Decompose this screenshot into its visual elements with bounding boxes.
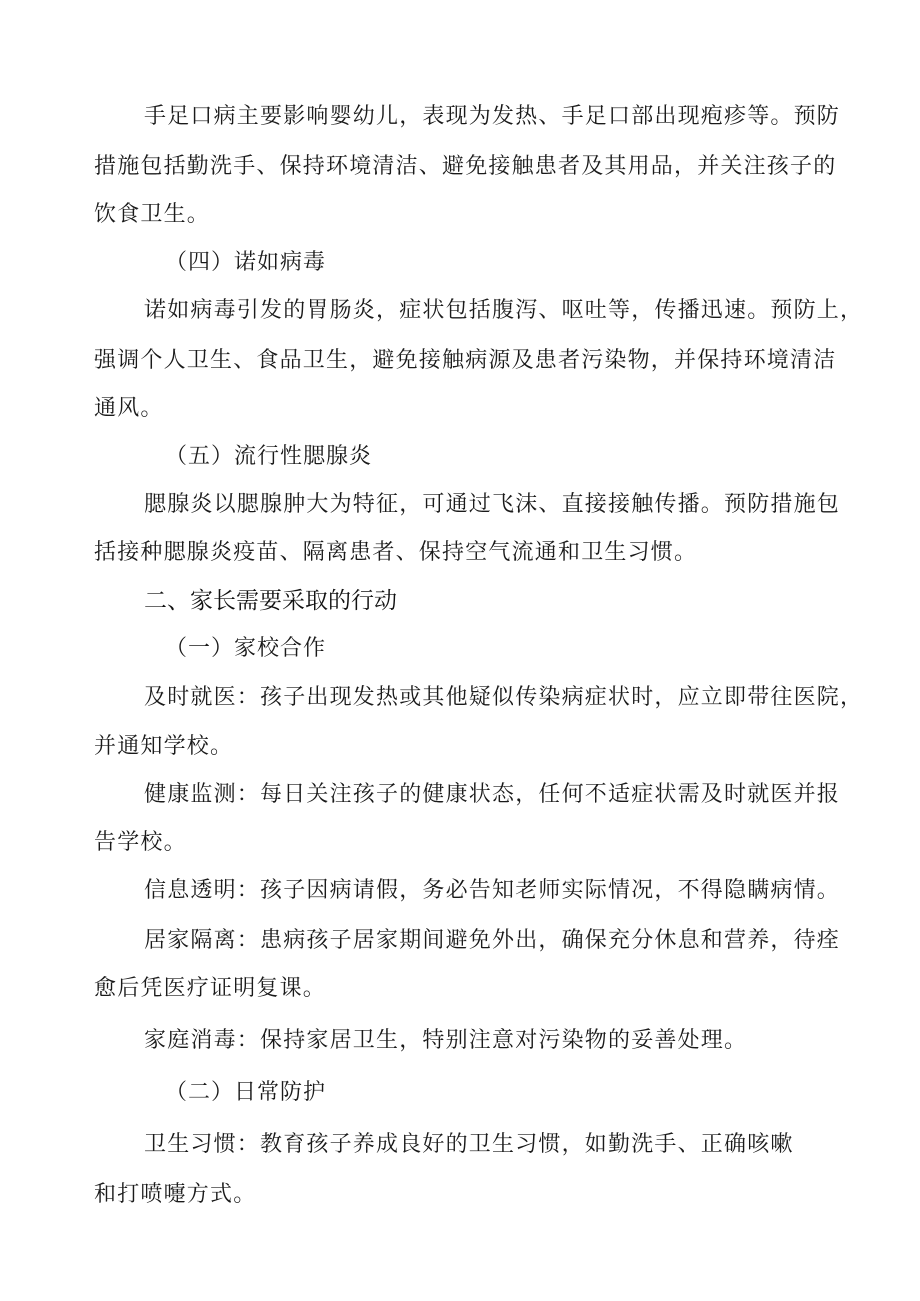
paragraph-line: 手足口病主要影响婴幼儿，表现为发热、手足口部出现疱疹等。预防 bbox=[144, 104, 841, 129]
paragraph-line: 告学校。 bbox=[94, 830, 187, 855]
paragraph-line: 并通知学校。 bbox=[94, 734, 234, 759]
paragraph-line: 信息透明：孩子因病请假，务必告知老师实际情况，不得隐瞒病情。 bbox=[144, 878, 841, 903]
paragraph-line: 和打喷嚏方式。 bbox=[94, 1182, 257, 1207]
paragraph-line: 饮食卫生。 bbox=[94, 202, 211, 227]
paragraph-line: 健康监测：每日关注孩子的健康状态，任何不适症状需及时就医并报 bbox=[144, 782, 841, 807]
paragraph-line: 强调个人卫生、食品卫生，避免接触病源及患者污染物，并保持环境清洁 bbox=[94, 348, 837, 373]
paragraph-line: 诺如病毒引发的胃肠炎，症状包括腹泻、呕吐等，传播迅速。预防上， bbox=[144, 298, 864, 323]
subheading-norovirus: （四）诺如病毒 bbox=[165, 250, 327, 275]
paragraph-line: 卫生习惯：教育孩子养成良好的卫生习惯，如勤洗手、正确咳嗽 bbox=[144, 1132, 794, 1157]
paragraph-line: 家庭消毒：保持家居卫生，特别注意对污染物的妥善处理。 bbox=[144, 1028, 748, 1053]
paragraph-line: 居家隔离：患病孩子居家期间避免外出，确保充分休息和营养，待痊 bbox=[144, 928, 841, 953]
paragraph-line: 腮腺炎以腮腺肿大为特征，可通过飞沫、直接接触传播。预防措施包 bbox=[144, 492, 841, 517]
subheading-cooperation: （一）家校合作 bbox=[165, 636, 327, 661]
subheading-mumps: （五）流行性腮腺炎 bbox=[165, 444, 373, 469]
section-heading: 二、家长需要采取的行动 bbox=[144, 588, 397, 614]
paragraph-line: 括接种腮腺炎疫苗、隔离患者、保持空气流通和卫生习惯。 bbox=[94, 540, 698, 565]
paragraph-line: 愈后凭医疗证明复课。 bbox=[94, 976, 327, 1001]
paragraph-line: 及时就医：孩子出现发热或其他疑似传染病症状时，应立即带往医院， bbox=[144, 685, 864, 710]
paragraph-line: 措施包括勤洗手、保持环境清洁、避免接触患者及其用品，并关注孩子的 bbox=[94, 154, 837, 179]
subheading-daily-protection: （二）日常防护 bbox=[165, 1080, 327, 1105]
paragraph-line: 通风。 bbox=[94, 396, 164, 421]
